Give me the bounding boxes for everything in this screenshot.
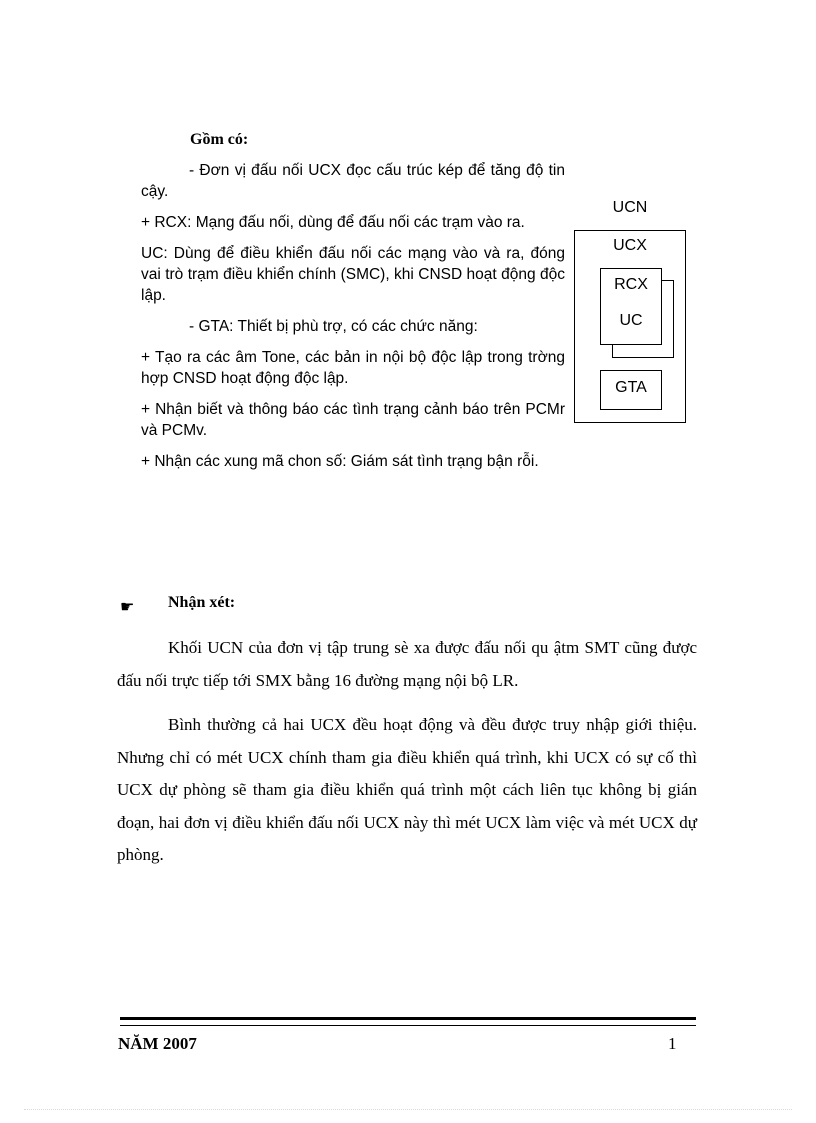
pointing-hand-icon: ☛ bbox=[120, 599, 135, 616]
footer-year: NĂM 2007 bbox=[118, 1034, 197, 1053]
remark-paragraph-2: Bình thường cả hai UCX đều hoạt động và đều được truy nhập giới thiệu. Nhưng chỉ có mét UCX chính tham gia điều khiển quá trình, khi UCX có sự cố thì UCX dự phòng sẽ tham gia điều khiển quá trình một cách liên tục không bị gián đoạn, hai đơn vị điều khiển đấu nối UCX này thì mét UCX làm việc và mét UCX dự phòng. bbox=[117, 715, 697, 864]
paragraph-gta: - GTA: Thiết bị phù trợ, có các chức năng: bbox=[189, 318, 478, 335]
paragraph-tone: + Tạo ra các âm Tone, các bản in nội bộ độc lập trong trờng hợp CNSD hoạt động độc lập. bbox=[141, 349, 565, 387]
ucn-label: UCN bbox=[612, 199, 648, 216]
footer-rule-thick bbox=[120, 1017, 696, 1020]
uc-box bbox=[600, 306, 662, 345]
paragraph-ucx-structure: - Đơn vị đấu nối UCX đọc cấu trúc kép để tăng độ tin cậy. bbox=[141, 162, 565, 200]
paragraph-alarm: + Nhận biết và thông báo các tình trạng cảnh báo trên PCMr và PCMv. bbox=[141, 401, 565, 439]
section-heading: Gồm có: bbox=[190, 131, 249, 148]
uc-label: UC bbox=[619, 312, 643, 329]
paragraph-rcx: + RCX: Mạng đấu nối, dùng để đấu nối các trạm vào ra. bbox=[141, 214, 525, 231]
page-number: 1 bbox=[668, 1034, 677, 1053]
page-bottom-border bbox=[24, 1109, 792, 1110]
gta-box bbox=[600, 370, 662, 410]
paragraph-pulse: + Nhận các xung mã chon số: Giám sát tình trạng bận rỗi. bbox=[141, 453, 539, 470]
remark-title: Nhận xét: bbox=[168, 594, 236, 611]
remark-paragraph-1: Khối UCN của đơn vị tập trung sè xa được đấu nối qu ậtm SMT cũng được đấu nối trực tiếp tới SMX bằng 16 đường mạng nội bộ LR. bbox=[117, 638, 697, 690]
gta-label: GTA bbox=[615, 379, 647, 396]
rcx-label: RCX bbox=[614, 276, 648, 293]
paragraph-uc: UC: Dùng để điều khiển đấu nối các mạng vào và ra, đóng vai trò trạm điều khiển chính (SMC), khi CNSD hoạt động độc lập. bbox=[141, 245, 565, 304]
footer-rule-thin bbox=[120, 1025, 696, 1026]
ucx-label: UCX bbox=[613, 237, 647, 254]
rcx-box bbox=[600, 268, 662, 308]
